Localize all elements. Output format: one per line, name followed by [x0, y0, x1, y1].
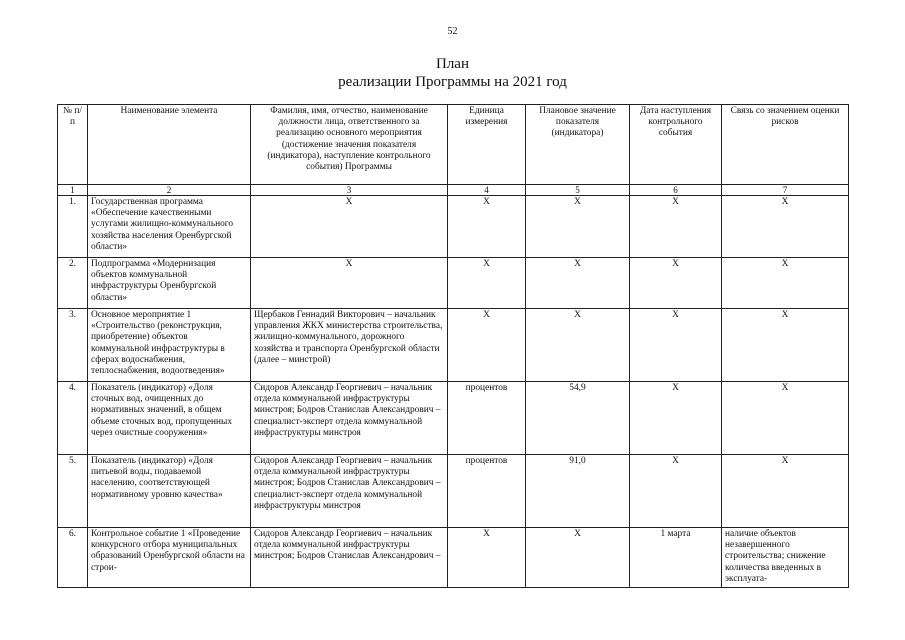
column-number: 7: [722, 185, 849, 196]
row-plan-value: Х: [526, 258, 630, 309]
row-plan-value: Х: [526, 196, 630, 258]
table-row: [58, 258, 849, 309]
row-element-name: Показатель (индикатор) «Доля сточных вод, очищенных до нормативных значений, в общем объеме сточных вод, пропущенных через очистные сооружения»: [88, 382, 251, 455]
header-element-name: Наименование элемента: [88, 105, 251, 185]
row-number: 1.: [58, 196, 88, 258]
row-unit: Х: [448, 196, 526, 258]
header-responsible: Фамилия, имя, отчество, наименование должности лица, ответственного за реализацию основного мероприятия (достижение значения показателя (индикатора), наступление контрольного события) Программы: [251, 105, 448, 185]
header-risk: Связь со значением оценки рисков: [722, 105, 849, 185]
page-number: 52: [447, 26, 458, 37]
row-unit: процентов: [448, 382, 526, 455]
column-number: 4: [448, 185, 526, 196]
row-risk: Х: [722, 196, 849, 258]
column-number: 6: [630, 185, 722, 196]
title-line-1: План: [435, 56, 469, 72]
row-responsible: Х: [251, 196, 448, 258]
row-event-date: Х: [630, 196, 722, 258]
row-plan-value: 54,9: [526, 382, 630, 455]
row-plan-value: Х: [526, 309, 630, 382]
row-responsible: Сидоров Александр Георгиевич – начальник отдела коммунальной инфраструктуры минстроя; Бодров Станислав Александрович – специалист-эксперт отдела коммунальной инфраструктуры минстроя: [251, 455, 448, 528]
row-number: 5.: [58, 455, 88, 528]
row-event-date: Х: [630, 258, 722, 309]
row-number: 2.: [58, 258, 88, 309]
row-responsible: Сидоров Александр Георгиевич – начальник отдела коммунальной инфраструктуры минстроя; Бодров Станислав Александрович –: [251, 528, 448, 588]
table-header-row: [58, 105, 849, 185]
row-risk: Х: [722, 258, 849, 309]
row-element-name: Подпрограмма «Модернизация объектов коммунальной инфраструктуры Оренбургской области»: [88, 258, 251, 309]
row-event-date: Х: [630, 455, 722, 528]
row-risk: Х: [722, 382, 849, 455]
row-element-name: Контрольное событие 1 «Проведение конкурсного отбора муниципальных образований Оренбургской области на строи-: [88, 528, 251, 588]
header-event-date: Дата наступления контрольного события: [630, 105, 722, 185]
row-risk: Х: [722, 309, 849, 382]
plan-table: [57, 104, 849, 588]
row-element-name: Основное мероприятие 1 «Строительство (реконструкция, приобретение) объектов коммунальной инфраструктуры в сферах водоснабжения, теплоснабжения, водоотведения»: [88, 309, 251, 382]
row-responsible: Х: [251, 258, 448, 309]
title-line-2: реализации Программы на 2021 год: [338, 74, 567, 90]
table-row: [58, 382, 849, 455]
table-row: [58, 196, 849, 258]
row-unit: процентов: [448, 455, 526, 528]
row-unit: Х: [448, 258, 526, 309]
column-number: 2: [88, 185, 251, 196]
row-number: 4.: [58, 382, 88, 455]
table-row: [58, 309, 849, 382]
header-unit: Единица измерения: [448, 105, 526, 185]
row-event-date: 1 марта: [630, 528, 722, 588]
row-event-date: Х: [630, 382, 722, 455]
document-title: [0, 55, 905, 91]
row-responsible: Сидоров Александр Георгиевич – начальник отдела коммунальной инфраструктуры минстроя; Бодров Станислав Александрович – специалист-эксперт отдела коммунальной инфраструктуры минстроя: [251, 382, 448, 455]
row-plan-value: Х: [526, 528, 630, 588]
row-responsible: Щербаков Геннадий Викторович – начальник управления ЖКХ министерства строительства, жилищно-коммунального, дорожного хозяйства и транспорта Оренбургской области (далее – минстрой): [251, 309, 448, 382]
table-row: [58, 528, 849, 588]
row-unit: Х: [448, 309, 526, 382]
row-unit: Х: [448, 528, 526, 588]
column-number: 1: [58, 185, 88, 196]
column-numbers-row: [58, 185, 849, 196]
row-risk: Х: [722, 455, 849, 528]
column-number: 5: [526, 185, 630, 196]
table-row: [58, 455, 849, 528]
row-event-date: Х: [630, 309, 722, 382]
column-number: 3: [251, 185, 448, 196]
row-number: 6.: [58, 528, 88, 588]
header-number: № п/п: [58, 105, 88, 185]
row-number: 3.: [58, 309, 88, 382]
row-risk: наличие объектов незавершенного строительства; снижение количества введенных в эксплуата-: [722, 528, 849, 588]
row-element-name: Государственная программа «Обеспечение качественными услугами жилищно-коммунального хозяйства населения Оренбургской области»: [88, 196, 251, 258]
row-plan-value: 91,0: [526, 455, 630, 528]
header-plan-value: Плановое значение показателя (индикатора): [526, 105, 630, 185]
row-element-name: Показатель (индикатор) «Доля питьевой воды, подаваемой населению, соответствующей нормативному уровню качества»: [88, 455, 251, 528]
